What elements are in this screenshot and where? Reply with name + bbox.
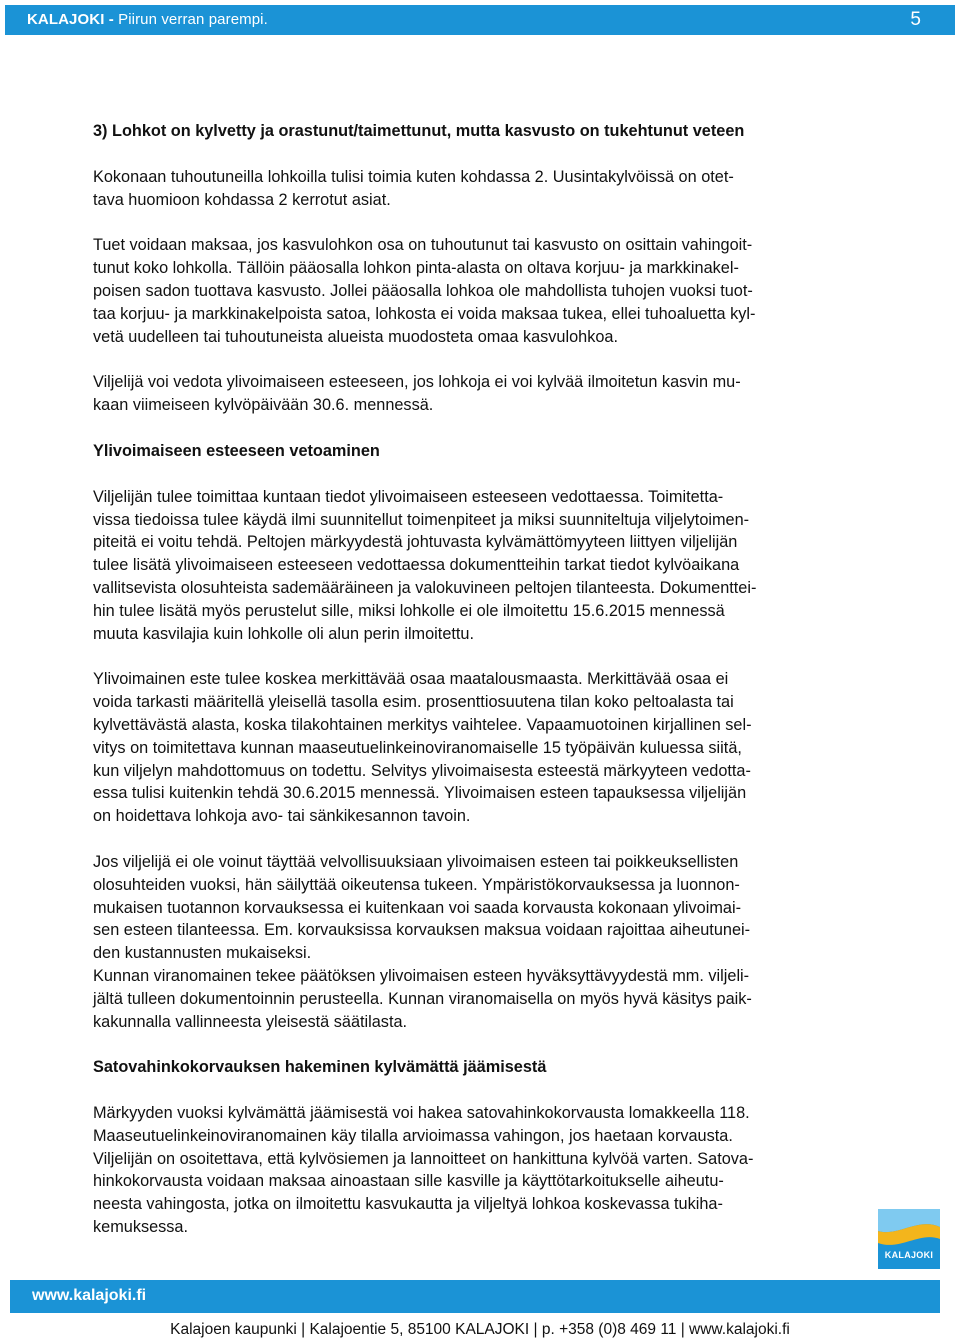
kalajoki-logo [878, 1209, 940, 1269]
logo-text: KALAJOKI [884, 1250, 934, 1260]
text-line: poisen sadon tuottava kasvusto. Jollei pääosalla lohkoa ole mahdollista tuhojen vuoksi tuot- [93, 281, 753, 300]
page-number: 5 [910, 9, 921, 30]
text-line: kaan viimeiseen kylvöpäivään 30.6. mennessä. [93, 396, 434, 415]
header-title [27, 11, 268, 28]
logo-wave-icon [878, 1209, 940, 1269]
footer-contact-info: Kalajoen kaupunki | Kalajoentie 5, 85100 KALAJOKI | p. +358 (0)8 469 11 | www.kalajoki.fi [170, 1321, 790, 1338]
paragraph [93, 371, 903, 417]
paragraph [93, 965, 903, 1033]
text-line: taa korjuu- ja markkinakelpoista satoa, lohkosta ei voida maksaa tukea, ellei tuhoaluetta kyl- [93, 304, 756, 323]
text-line: hin tulee lisätä myös perustelut sille, miksi lohkolle ei ole ilmoitettu 15.6.2015 mennessä [93, 601, 725, 620]
paragraph [93, 668, 903, 828]
text-line: den kustannusten mukaiseksi. [93, 944, 312, 963]
text-line: Kokonaan tuhoutuneilla lohkoilla tulisi toimia kuten kohdassa 2. Uusintakylvöissä on otet- [93, 167, 734, 186]
text-line: neesta vahingosta, jotka on ilmoitettu kasvukautta ja viljeltyä lohkoa koskevassa tukiha- [93, 1195, 723, 1214]
text-line: piteitä ei voitu tehdä. Peltojen märkyydestä johtuvasta kylvämättömyyteen liittyen viljelijän [93, 533, 738, 552]
text-line: tava huomioon kohdassa 2 kerrotut asiat. [93, 190, 391, 209]
spacer [93, 417, 903, 440]
footer-bar [10, 1280, 940, 1313]
section-heading: Satovahinkokorvauksen hakeminen kylvämättä jäämisestä [93, 1058, 547, 1077]
text-line: kemuksessa. [93, 1218, 189, 1237]
spacer [93, 828, 903, 851]
text-line: Maaseutuelinkeinoviranomainen käy tilalla arvioimassa vahingon, jos haetaan korvausta. [93, 1126, 733, 1145]
text-line: tunut koko lohkolla. Tällöin pääosalla lohkon pinta-alasta on oltava korjuu- ja markkinakel- [93, 259, 739, 278]
document-body [93, 120, 903, 1239]
paragraph [93, 1102, 903, 1239]
spacer [93, 1033, 903, 1056]
brand-name: KALAJOKI - [27, 11, 114, 28]
text-line: Ylivoimainen este tulee koskea merkittävää osaa maatalousmaasta. Merkittävää osaa ei [93, 670, 729, 689]
text-line: vitys on toimitettava kunnan maaseutuelinkeinoviranomaiselle 15 työpäivän kuluessa siitä, [93, 738, 742, 757]
section-heading: 3) Lohkot on kylvetty ja orastunut/taimettunut, mutta kasvusto on tukehtunut veteen [93, 122, 745, 140]
section-heading: Ylivoimaiseen esteeseen vetoaminen [93, 441, 380, 460]
text-line: jältä tulleen dokumentoinnin perusteella. Kunnan viranomaisella on myös hyvä käsitys paik- [93, 989, 752, 1008]
text-line: kun viljelyn mahdottomuus on todettu. Selvitys ylivoimaisesta esteestä märkyyteen vedotta- [93, 761, 751, 780]
text-line: mukaisen tuotannon korvauksessa ei kuitenkaan voi saada korvausta kokonaan ylivoimai- [93, 898, 741, 917]
paragraph [93, 234, 903, 348]
text-line: Viljelijän on osoitettava, että kylvösiemen ja lannoitteet on hankittuna kylvöä varten. Satova- [93, 1149, 754, 1168]
text-line: voida tarkasti määritellä yleisellä tasolla esim. prosenttiosuutena tilan koko peltoalasta tai [93, 693, 734, 712]
footer-website-link[interactable]: www.kalajoki.fi [32, 1287, 147, 1304]
text-line: Märkyyden vuoksi kylvämättä jäämisestä voi hakea satovahinkokorvausta lomakkeella 118. [93, 1104, 750, 1123]
text-line: vissa tiedoissa tulee käydä ilmi suunnitellut toimenpiteet ja miksi suunniteltuja viljelytoimen- [93, 510, 750, 529]
text-line: vallitsevista olosuhteista sademääräineen ja valokuvineen peltojen tilanteesta. Dokumenttei- [93, 578, 757, 597]
text-line: olosuhteiden vuoksi, hän säilyttää oikeutensa tukeen. Ympäristökorvauksessa ja luonnon- [93, 875, 740, 894]
paragraph [93, 851, 903, 965]
text-line: essa tulisi kuitenkin tehdä 30.6.2015 mennessä. Ylivoimaisen esteen tapauksessa viljelijän [93, 784, 747, 803]
text-line: kylvettävästä alasta, koska tilakohtainen merkitys vaihtelee. Vapaamuotoinen kirjallinen sel- [93, 715, 752, 734]
text-line: Viljelijä voi vedota ylivoimaiseen esteeseen, jos lohkoja ei voi kylvää ilmoitetun kasvin mu- [93, 373, 741, 392]
spacer [93, 463, 903, 486]
text-line: Kunnan viranomainen tekee päätöksen ylivoimaisen esteen hyväksyttävyydestä mm. viljeli- [93, 966, 750, 985]
spacer [93, 211, 903, 234]
text-line: sen esteen tilanteessa. Em. korvauksissa korvauksen maksua voidaan rajoittaa aiheutunei- [93, 921, 751, 940]
text-line: Tuet voidaan maksaa, jos kasvulohkon osa on tuhoutunut tai kasvusto on osittain vahingoit- [93, 236, 753, 255]
text-line: kakunnalla vallinneesta yleisestä säätilasta. [93, 1012, 408, 1031]
text-line: tulee lisätä ylivoimaiseen esteeseen vedottaessa dokumentteihin tarkat tiedot kylvöaikana [93, 556, 740, 575]
spacer [93, 1079, 903, 1102]
spacer [93, 143, 903, 166]
spacer [93, 348, 903, 371]
header-bar [5, 5, 955, 35]
brand-slogan: Piirun verran parempi. [113, 11, 268, 28]
text-line: muuta kasvilajia kuin lohkolle oli alun perin ilmoitettu. [93, 624, 474, 643]
paragraph [93, 486, 903, 646]
text-line: Viljelijän tulee toimittaa kuntaan tiedot ylivoimaiseen esteeseen vedottaessa. Toimitetta- [93, 487, 724, 506]
text-line: vetä uudelleen tai tuhoutuneista alueista muodosteta omaa kasvulohkoa. [93, 327, 618, 346]
paragraph [93, 166, 903, 212]
text-line: hinkokorvausta voidaan maksaa ainoastaan sille kasville ja käyttötarkoitukselle aiheutu- [93, 1172, 724, 1191]
text-line: on hoidettava lohkoja avo- tai sänkikesannon tavoin. [93, 807, 471, 826]
text-line: Jos viljelijä ei ole voinut täyttää velvollisuuksiaan ylivoimaisen esteen tai poikkeuksellisten [93, 852, 739, 871]
spacer [93, 645, 903, 668]
